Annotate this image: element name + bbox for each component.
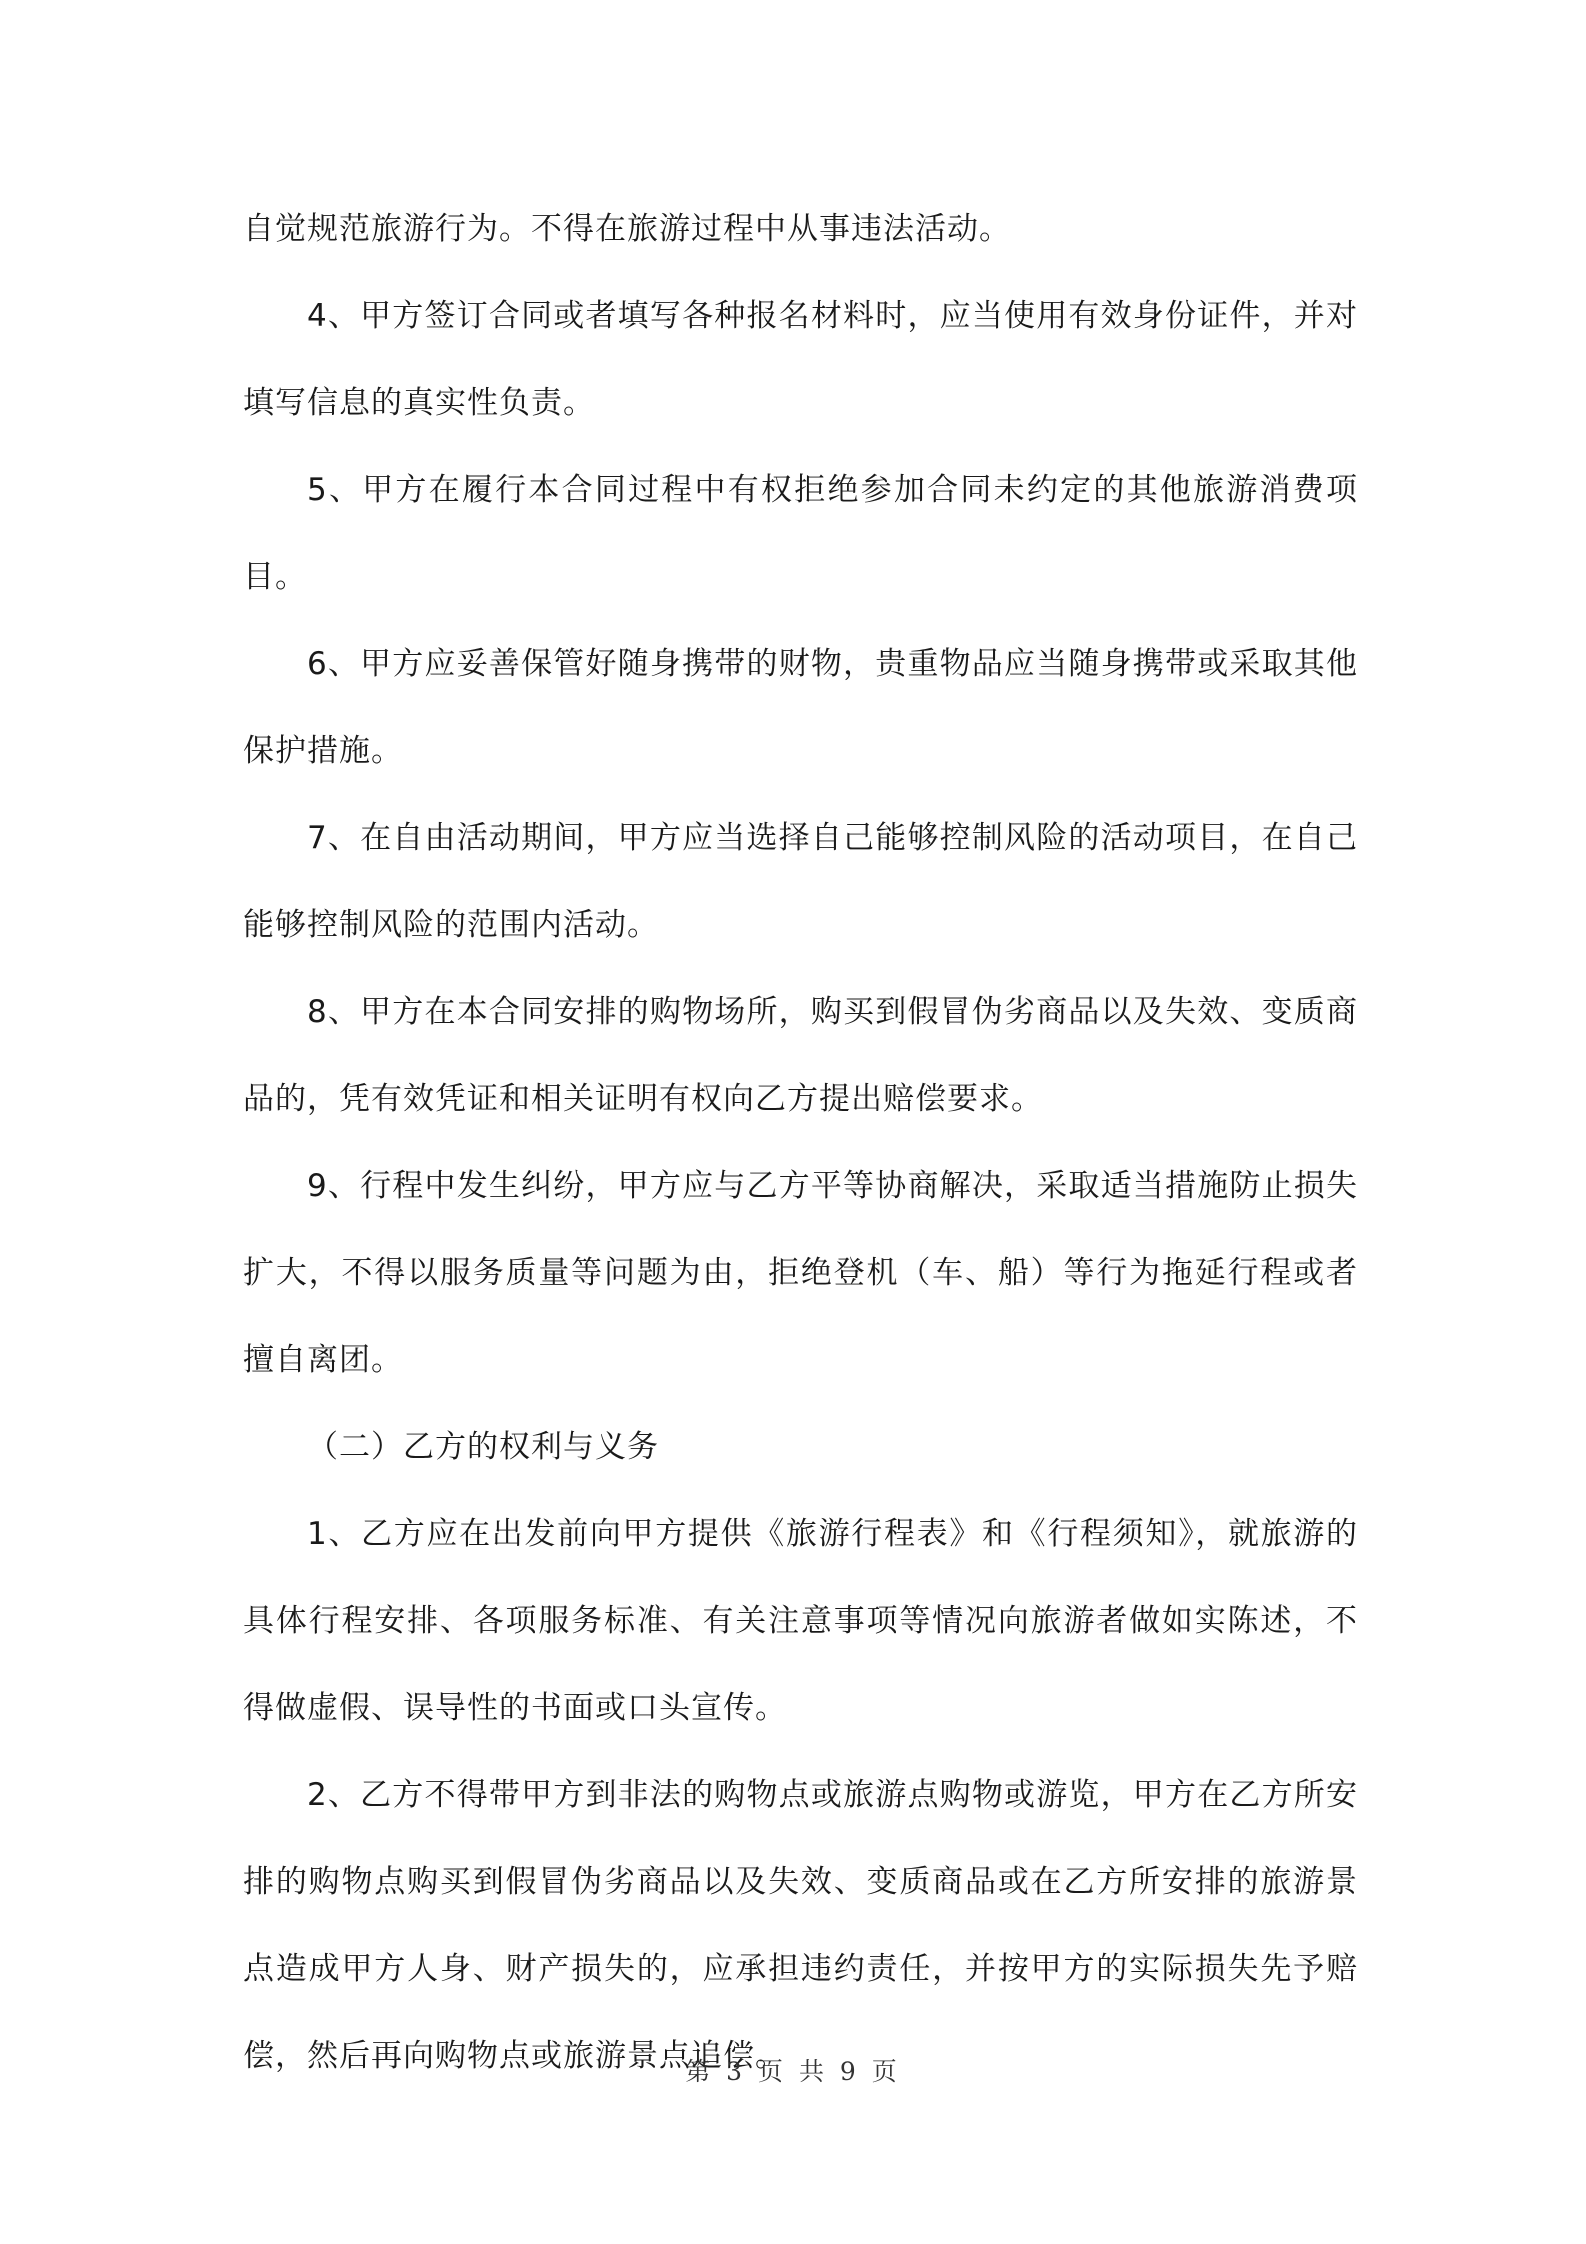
paragraph-item-9: 9、行程中发生纠纷，甲方应与乙方平等协商解决，采取适当措施防止损失扩大，不得以服务质量等问题为由，拒绝登机（车、船）等行为拖延行程或者擅自离团。 (243, 1168, 1358, 1378)
document-body (243, 186, 1358, 2100)
paragraph-b-item-2: 2、乙方不得带甲方到非法的购物点或旅游点购物或游览，甲方在乙方所安排的购物点购买到假冒伪劣商品以及失效、变质商品或在乙方所安排的旅游景点造成甲方人身、财产损失的，应承担违约责任，并按甲方的实际损失先予赔偿，然后再向购物点或旅游景点追偿。 (243, 1777, 1358, 2074)
paragraph-item-6: 6、甲方应妥善保管好随身携带的财物，贵重物品应当随身携带或采取其他保护措施。 (243, 646, 1358, 769)
page-number-footer: 第 3 页 共 9 页 (685, 2057, 901, 2086)
paragraph-item-5: 5、甲方在履行本合同过程中有权拒绝参加合同未约定的其他旅游消费项目。 (243, 472, 1358, 595)
paragraph-item-8: 8、甲方在本合同安排的购物场所，购买到假冒伪劣商品以及失效、变质商品的，凭有效凭证和相关证明有权向乙方提出赔偿要求。 (243, 994, 1358, 1117)
paragraph-continuation: 自觉规范旅游行为。不得在旅游过程中从事违法活动。 (243, 211, 1011, 247)
paragraph-b-item-1: 1、乙方应在出发前向甲方提供《旅游行程表》和《行程须知》，就旅游的具体行程安排、各项服务标准、有关注意事项等情况向旅游者做如实陈述，不得做虚假、误导性的书面或口头宣传。 (243, 1516, 1358, 1726)
paragraph-item-4: 4、甲方签订合同或者填写各种报名材料时，应当使用有效身份证件，并对填写信息的真实性负责。 (243, 298, 1358, 421)
section-heading: （二）乙方的权利与义务 (307, 1429, 659, 1465)
paragraph-item-7: 7、在自由活动期间，甲方应当选择自己能够控制风险的活动项目，在自己能够控制风险的范围内活动。 (243, 820, 1358, 943)
